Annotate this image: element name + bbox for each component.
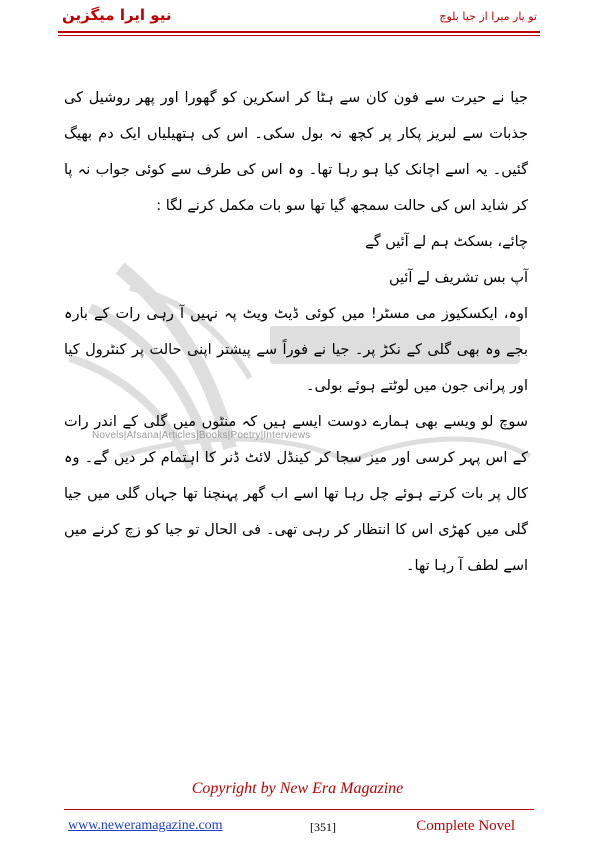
paragraph-1: جیا نے حیرت سے فون کان سے ہٹا کر اسکرین کو گھورا اور پھر روشیل کی جذبات سے لبریز پکار پر کچھ نہ بول سکی۔ اس کی ہتھیلیاں ایک دم بھیگ گئیں۔ یہ اسے اچانک کیا ہو رہا تھا۔ وہ اس کی طرف سے کوئی جواب نہ پا کر شاید اس کی حالت سمجھ گیا تھا سو بات مکمل کرنے لگا : <box>64 90 528 214</box>
website-link[interactable]: www.neweramagazine.com <box>68 818 223 833</box>
watermark-tagline: Novels|Afsana|Articles|Books|Poetry|Interviews <box>92 430 311 441</box>
complete-novel-label: Complete Novel <box>416 818 515 834</box>
page-number: [351] <box>310 820 336 834</box>
paragraph-2: چائے، بسکٹ ہم لے آئیں گے <box>365 234 528 250</box>
novel-title-author: تو یار میرا از جیا بلوچ <box>439 10 537 23</box>
magazine-name: نیو ایرا میگزین <box>62 6 172 24</box>
paragraph-5: سوچ لو ویسے بھی ہمارے دوست ایسے ہیں کہ منٹوں میں گلی کے اندر رات کے اس پہر کرسی اور میز سجا کر کینڈل لائٹ ڈنر کا اہتمام کر دیں گے۔ وہ کال پر بات کرتے ہوئے چل رہا تھا اسے اب گھر پہنچنا تھا جہاں گلی میں جیا گلی میں کھڑی اس کا انتظار کر رہی تھی۔ فی الحال تو جیا کو زچ کرنے میں اسے لطف آ رہا تھا۔ <box>64 414 528 574</box>
paragraph-4: اوہ، ایکسکیوز می مسٹر! میں کوئی ڈیٹ ویٹ پہ نہیں آ رہی رات کے بارہ بجے وہ بھی گلی کے نکڑ پر۔ جیا نے فوراً سے پیشتر اپنی حالت پر کنٹرول کیا اور پرانی جون میں لوٹتے ہوئے بولی۔ <box>64 306 528 394</box>
header-rule-thin <box>58 35 540 36</box>
copyright-notice: Copyright by New Era Magazine <box>191 780 404 797</box>
paragraph-3: آپ بس تشریف لے آئیں <box>388 270 528 286</box>
header-rule-thick <box>58 31 540 33</box>
footer-rule <box>64 809 534 810</box>
story-text <box>64 80 528 584</box>
